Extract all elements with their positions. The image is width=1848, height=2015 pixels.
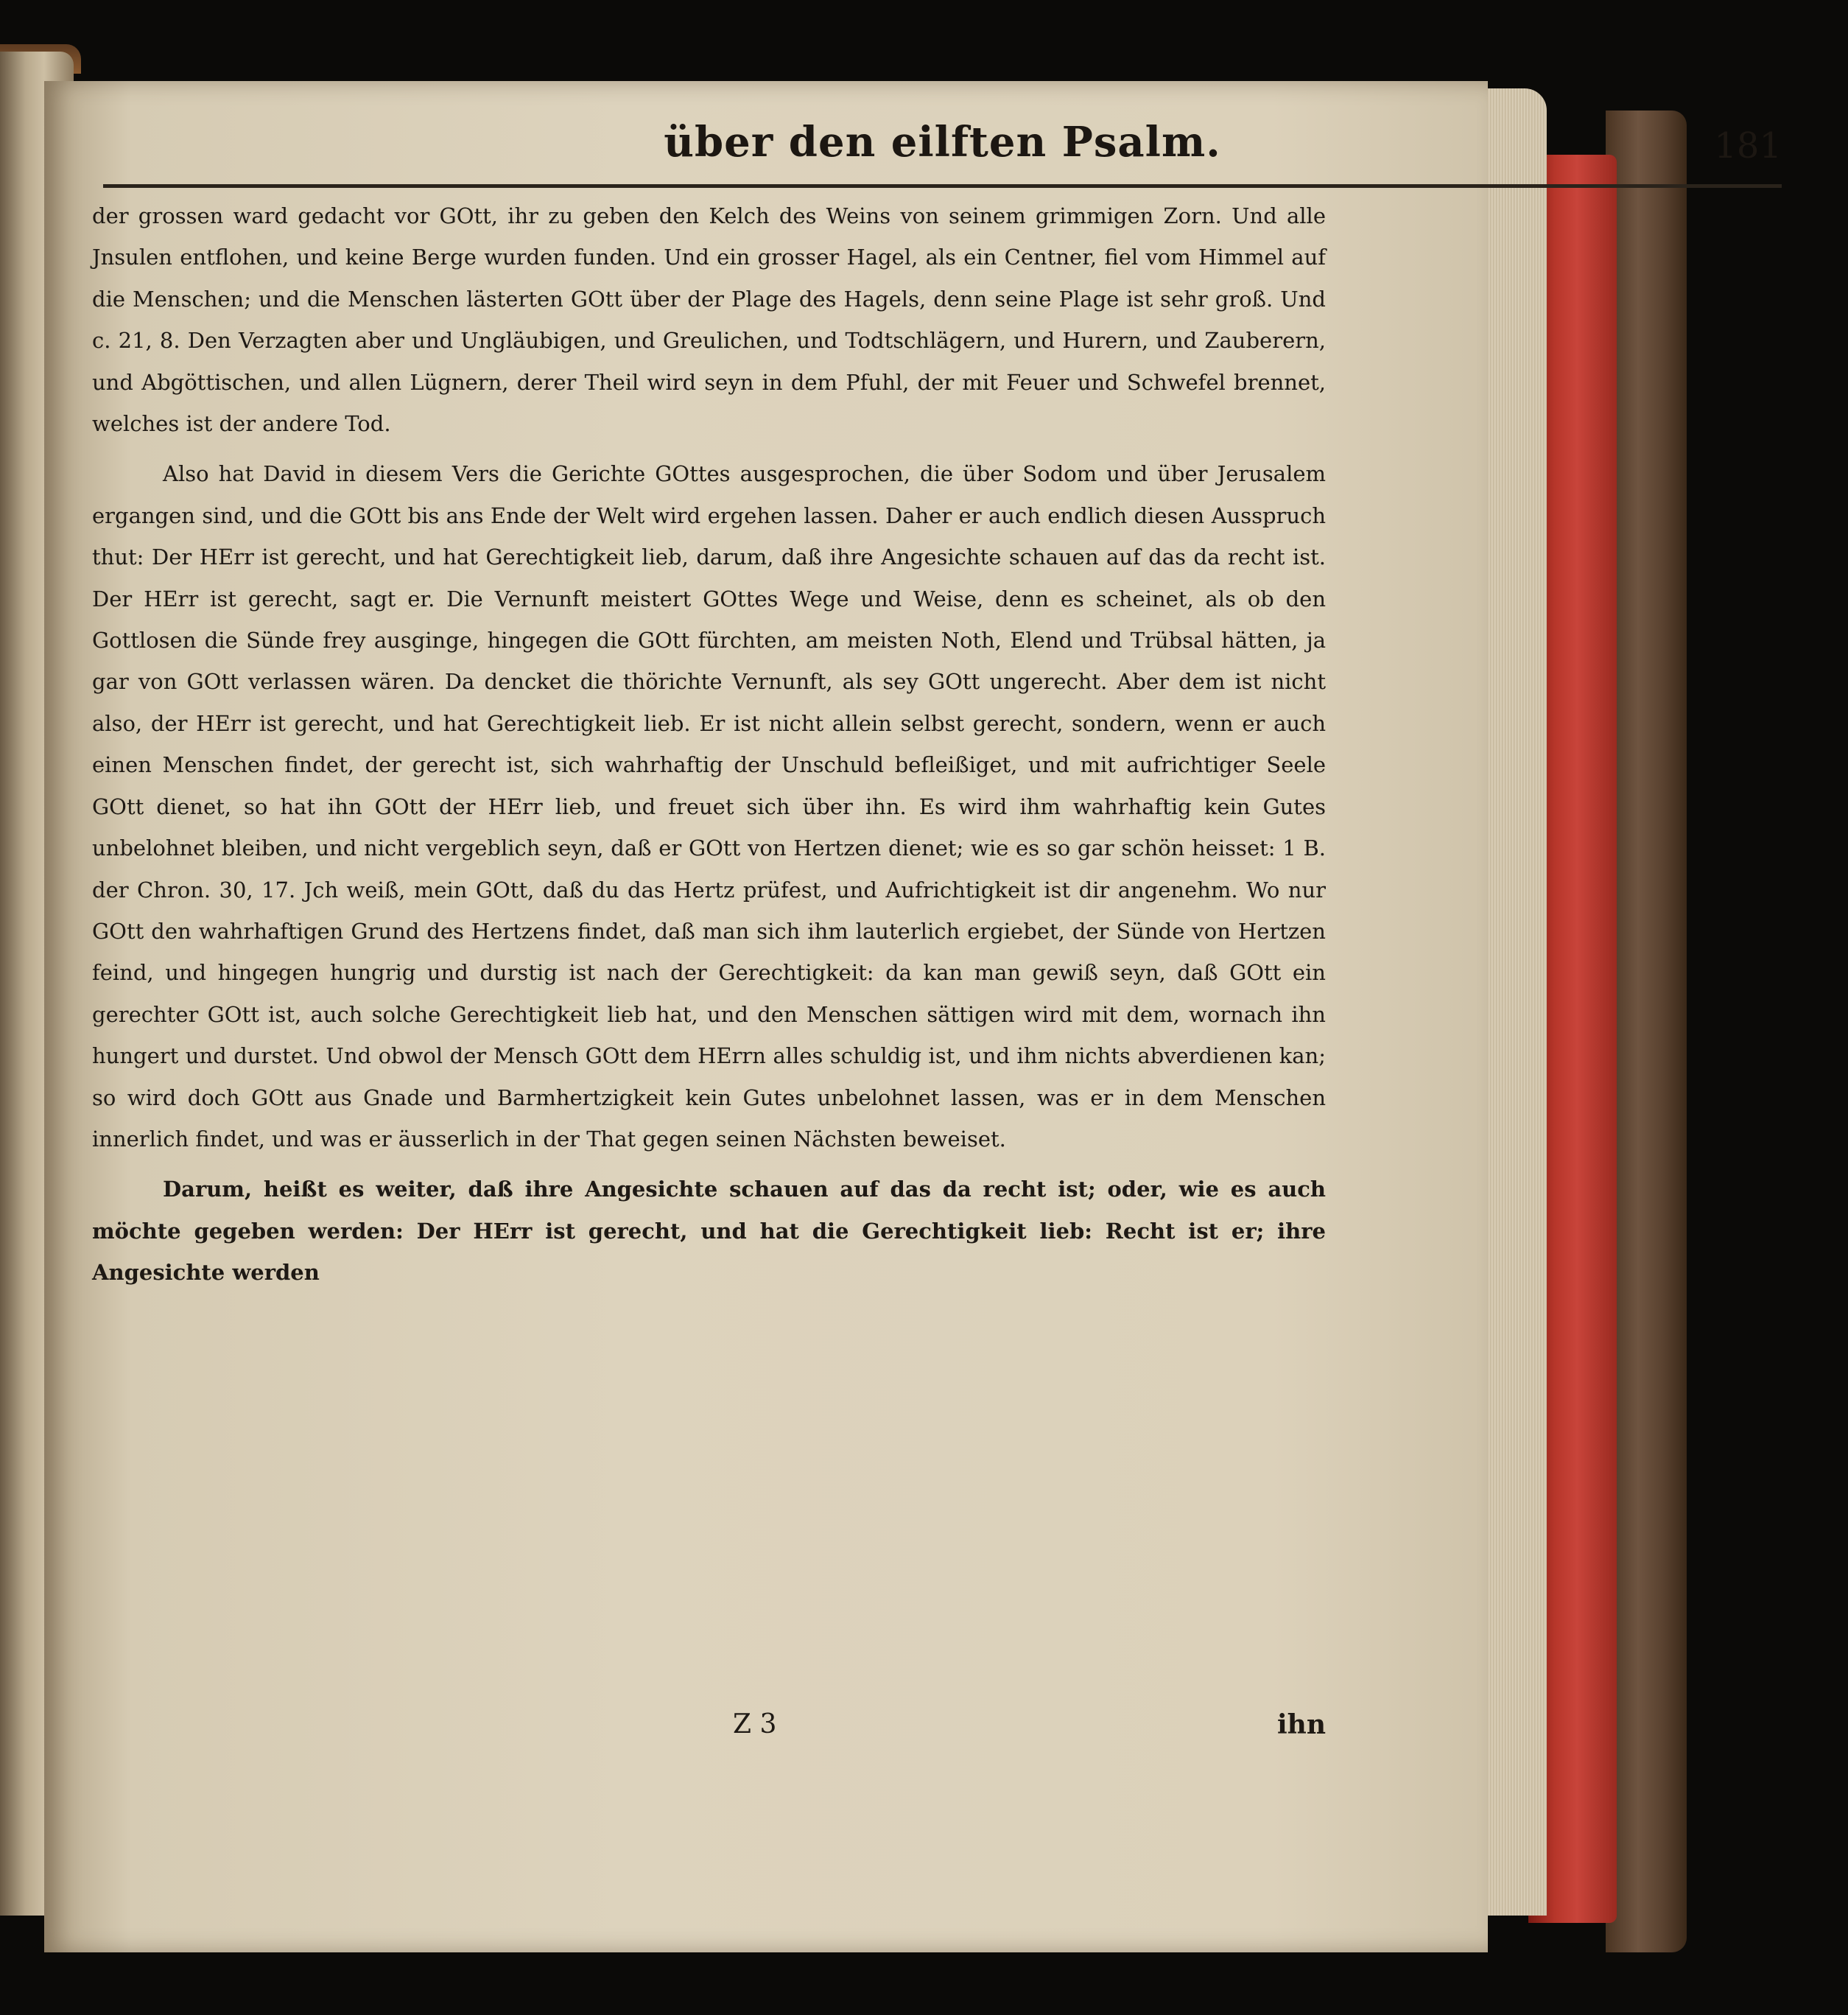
signature-mark: Z 3: [733, 1709, 777, 1739]
page-header: [103, 111, 1782, 192]
page-stack-edges: [1480, 88, 1547, 1916]
page-footer: [92, 1709, 1326, 1753]
running-title: über den eilften Psalm.: [664, 118, 1221, 167]
paragraph-3: Darum, heißt es weiter, daß ihre Angesichte schauen auf das da recht ist; oder, wie es auch möchte gegeben werden: Der HErr ist gerecht, und hat die Gerechtigkeit lieb: Recht ist er; ihre Angesichte werden: [92, 1177, 1326, 1286]
catchword: ihn: [1276, 1709, 1326, 1740]
header-rule: [103, 184, 1782, 188]
leather-cover: [1606, 111, 1687, 1952]
paragraph-2: Also hat David in diesem Vers die Gerichte GOttes ausgesprochen, die über Sodom und über Jerusalem ergangen sind, und die GOtt bis ans Ende der Welt wird ergehen lassen. Daher er auch endlich diesen Ausspruch thut: Der HErr ist gerecht, und hat Gerechtigkeit lieb, darum, daß ihre Angesichte schauen auf das da recht ist. Der HErr ist gerecht, sagt er. Die Vernunft meistert GOttes Wege und Weise, denn es scheinet, als ob den Gottlosen die Sünde frey ausginge, hingegen die GOtt fürchten, am meisten Noth, Elend und Trübsal hätten, ja gar von GOtt verlassen wären. Da dencket die thörichte Vernunft, als sey GOtt ungerecht. Aber dem ist nicht also, der HErr ist gerecht, und hat Gerechtigkeit lieb. Er ist nicht allein selbst gerecht, sondern, wenn er auch einen Menschen findet, der gerecht ist, sich wahrhaftig der Unschuld befleißiget, und mit aufrichtiger Seele GOtt dienet, so hat ihn GOtt der HErr lieb, und freuet sich über ihn. Es wird ihm wahrhaftig kein Gutes unbelohnet bleiben, und nicht vergeblich seyn, daß er GOtt von Hertzen dienet; wie es so gar schön heisset: 1 B. der Chron. 30, 17. Jch weiß, mein GOtt, daß du das Hertz prüfest, und Aufrichtigkeit ist dir angenehm. Wo nur GOtt den wahrhaftigen Grund des Hertzens findet, daß man sich ihm lauterlich ergiebet, der Sünde von Hertzen feind, und hingegen hungrig und durstig ist nach der Gerechtigkeit: da kan man gewiß seyn, daß GOtt ein gerechter GOtt ist, auch solche Gerechtigkeit lieb hat, und den Menschen sättigen wird mit dem, wornach ihn hungert und durstet. Und obwol der Mensch GOtt dem HErrn alles schuldig ist, und ihm nichts abverdienen kan; so wird doch GOtt aus Gnade und Barmhertzigkeit kein Gutes unbelohnet lassen, was er in dem Menschen innerlich findet, und was er äusserlich in der That gegen seinen Nächsten beweiset.: [92, 461, 1326, 1152]
page-number: 181: [1714, 125, 1782, 167]
body-text: [92, 195, 1326, 1294]
paragraph-1: der grossen ward gedacht vor GOtt, ihr zu geben den Kelch des Weins von seinem grimmigen Zorn. Und alle Jnsulen entflohen, und keine Berge wurden funden. Und ein grosser Hagel, als ein Centner, fiel vom Himmel auf die Menschen; und die Menschen lästerten GOtt über der Plage des Hagels, denn seine Plage ist sehr groß. Und c. 21, 8. Den Verzagten aber und Ungläubigen, und Greulichen, und Todtschlägern, und Hurern, und Zauberern, und Abgöttischen, und allen Lügnern, derer Theil wird seyn in dem Pfuhl, der mit Feuer und Schwefel brennet, welches ist der andere Tod.: [92, 203, 1326, 437]
